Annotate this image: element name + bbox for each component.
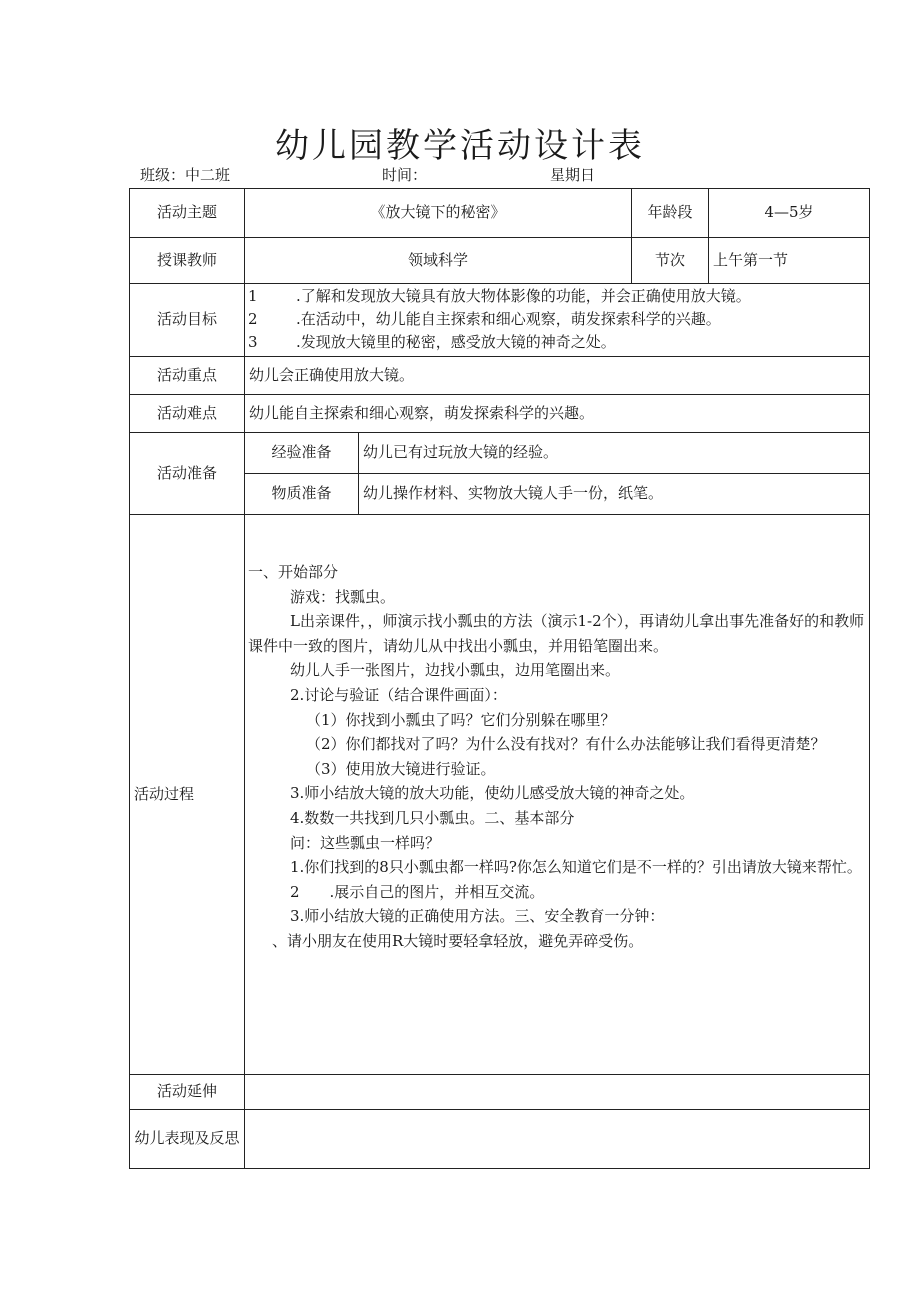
page-title: 幼儿园教学活动设计表: [275, 126, 645, 166]
teacher-label: 授课教师: [156, 250, 217, 269]
process-line: （1）你找到小瓢虫了吗？它们分别躲在哪里？: [306, 710, 616, 729]
preparation-label: 活动准备: [156, 463, 217, 482]
theme-label: 活动主题: [156, 203, 217, 222]
teacher-value: 领域科学: [407, 250, 468, 269]
goal-item: [248, 332, 616, 353]
age-label: 年龄段: [647, 203, 693, 222]
process-line: 1.你们找到的8只小瓢虫都一样吗?你怎么知道它们是不一样的？引出请放大镜来帮忙。: [290, 858, 862, 877]
process-line: 幼儿人手一张图片，边找小瓢虫，边用笔圈出来。: [290, 661, 621, 680]
difficulty-label: 活动难点: [156, 403, 217, 422]
material-label: 物质准备: [271, 484, 332, 503]
material-value: 幼儿操作材料、实物放大镜人手一份，纸笔。: [363, 484, 664, 503]
time-label: 时间：: [382, 166, 428, 184]
process-line: （2）你们都找对了吗？为什么没有找对？有什么办法能够让我们看得更清楚？: [306, 735, 826, 754]
goal-number: 3: [248, 333, 258, 351]
process-line: 2 .展示自己的图片，并相互交流。: [290, 882, 545, 901]
weekday-label: 星期日: [550, 166, 596, 184]
process-line: 3.师小结放大镜的正确使用方法。三、安全教育一分钟：: [290, 907, 665, 926]
theme-value: 《放大镜下的秘密》: [370, 203, 506, 222]
process-line: 3.师小结放大镜的放大功能，使幼儿感受放大镜的神奇之处。: [290, 784, 695, 803]
reflection-value: [245, 1110, 869, 1168]
process-line: （3）使用放大镜进行验证。: [306, 759, 496, 778]
experience-label: 经验准备: [271, 443, 332, 462]
process-line: 一、开始部分: [248, 563, 339, 581]
extension-label: 活动延伸: [156, 1082, 217, 1101]
process-line: 2.讨论与验证（结合课件画面）：: [290, 685, 507, 704]
session-label: 节次: [654, 250, 685, 269]
goal-text: .发现放大镜里的秘密，感受放大镜的神奇之处。: [296, 333, 616, 351]
process-line: 、请小朋友在使用R大镜时要轻拿轻放，避免弄碎受伤。: [272, 931, 644, 950]
goal-text: .在活动中，幼儿能自主探索和细心观察，萌发探索科学的兴趣。: [296, 310, 721, 328]
goal-number: 1: [248, 287, 258, 305]
class-label: 班级：中二班: [140, 166, 231, 184]
process-line: 游戏：找瓢虫。: [290, 587, 396, 606]
session-value: 上午第一节: [713, 250, 789, 269]
goal-item: [248, 309, 721, 330]
key-point-value: 幼儿会正确使用放大镜。: [249, 365, 415, 384]
process-label: 活动过程: [134, 784, 195, 803]
goals-label: 活动目标: [156, 310, 217, 329]
process-line: 4.数数一共找到几只小瓢虫。二、基本部分: [290, 808, 575, 827]
reflection-label: 幼儿表现及反思: [134, 1129, 240, 1148]
key-point-label: 活动重点: [156, 365, 217, 384]
age-value: 4—5岁: [764, 203, 814, 222]
goal-text: .了解和发现放大镜具有放大物体影像的功能，并会正确使用放大镜。: [296, 287, 751, 305]
goal-number: 2: [248, 310, 258, 328]
experience-value: 幼儿已有过玩放大镜的经验。: [363, 443, 559, 462]
process-line: 问：这些瓢虫一样吗？: [290, 833, 441, 852]
goal-item: [248, 286, 751, 307]
difficulty-value: 幼儿能自主探索和细心观察，萌发探索科学的兴趣。: [249, 403, 595, 422]
extension-value: [245, 1075, 869, 1109]
process-content: [248, 560, 868, 954]
process-line: L出亲课件，，师演示找小瓢虫的方法（演示1-2个），再请幼儿拿出事先准备好的和教师课件中一致的图片，请幼儿从中找出小瓢虫，并用铅笔圈出来。: [248, 612, 865, 655]
